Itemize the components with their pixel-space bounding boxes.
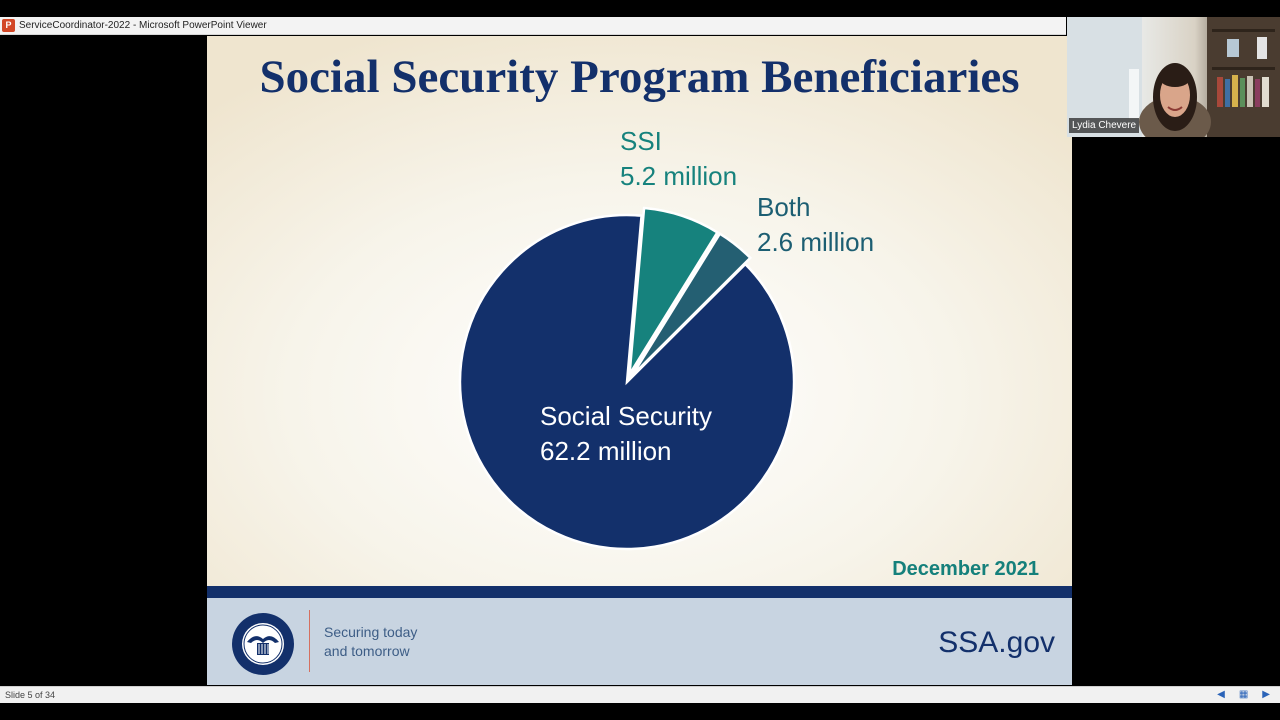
tagline-line-2: and tomorrow <box>324 643 410 659</box>
ssa-website[interactable]: SSA.gov <box>938 626 1055 659</box>
label-both-value: 2.6 million <box>757 227 875 257</box>
next-slide-icon[interactable]: ▶ <box>1262 689 1270 700</box>
label-ssi <box>620 124 737 194</box>
webcam-video-tile[interactable] <box>1067 17 1280 137</box>
data-date: December 2021 <box>892 558 1039 580</box>
tagline-line-1: Securing today <box>324 624 418 640</box>
label-social-security <box>540 399 712 469</box>
label-both <box>757 190 874 260</box>
slide-footer <box>207 598 1072 685</box>
slide-counter: Slide 5 of 34 <box>5 690 56 700</box>
window-title: ServiceCoordinator-2022 - Microsoft PowerPoint Viewer <box>19 20 267 31</box>
participant-name: Lydia Chevere <box>1069 118 1139 133</box>
label-ssi-value: 5.2 million <box>620 161 738 191</box>
footer-divider <box>309 610 310 672</box>
label-both-name: Both <box>757 192 811 222</box>
footer-divider-bar <box>207 586 1072 598</box>
label-ssi-name: SSI <box>620 126 662 156</box>
pie-slice-social-security <box>460 215 794 549</box>
window-titlebar <box>0 17 1066 35</box>
slide-title: Social Security Program Beneficiaries <box>259 51 1020 103</box>
ssa-seal-icon <box>231 612 295 676</box>
slide-sorter-icon[interactable]: ▦ <box>1238 689 1249 700</box>
pie-chart <box>207 36 1072 585</box>
slide-canvas <box>207 36 1072 685</box>
powerpoint-icon: P <box>2 19 15 32</box>
label-social-security-name: Social Security <box>540 401 712 431</box>
ssa-tagline <box>324 623 524 661</box>
label-social-security-value: 62.2 million <box>540 436 672 466</box>
previous-slide-icon[interactable]: ◀ <box>1217 689 1225 700</box>
status-bar <box>0 686 1280 703</box>
